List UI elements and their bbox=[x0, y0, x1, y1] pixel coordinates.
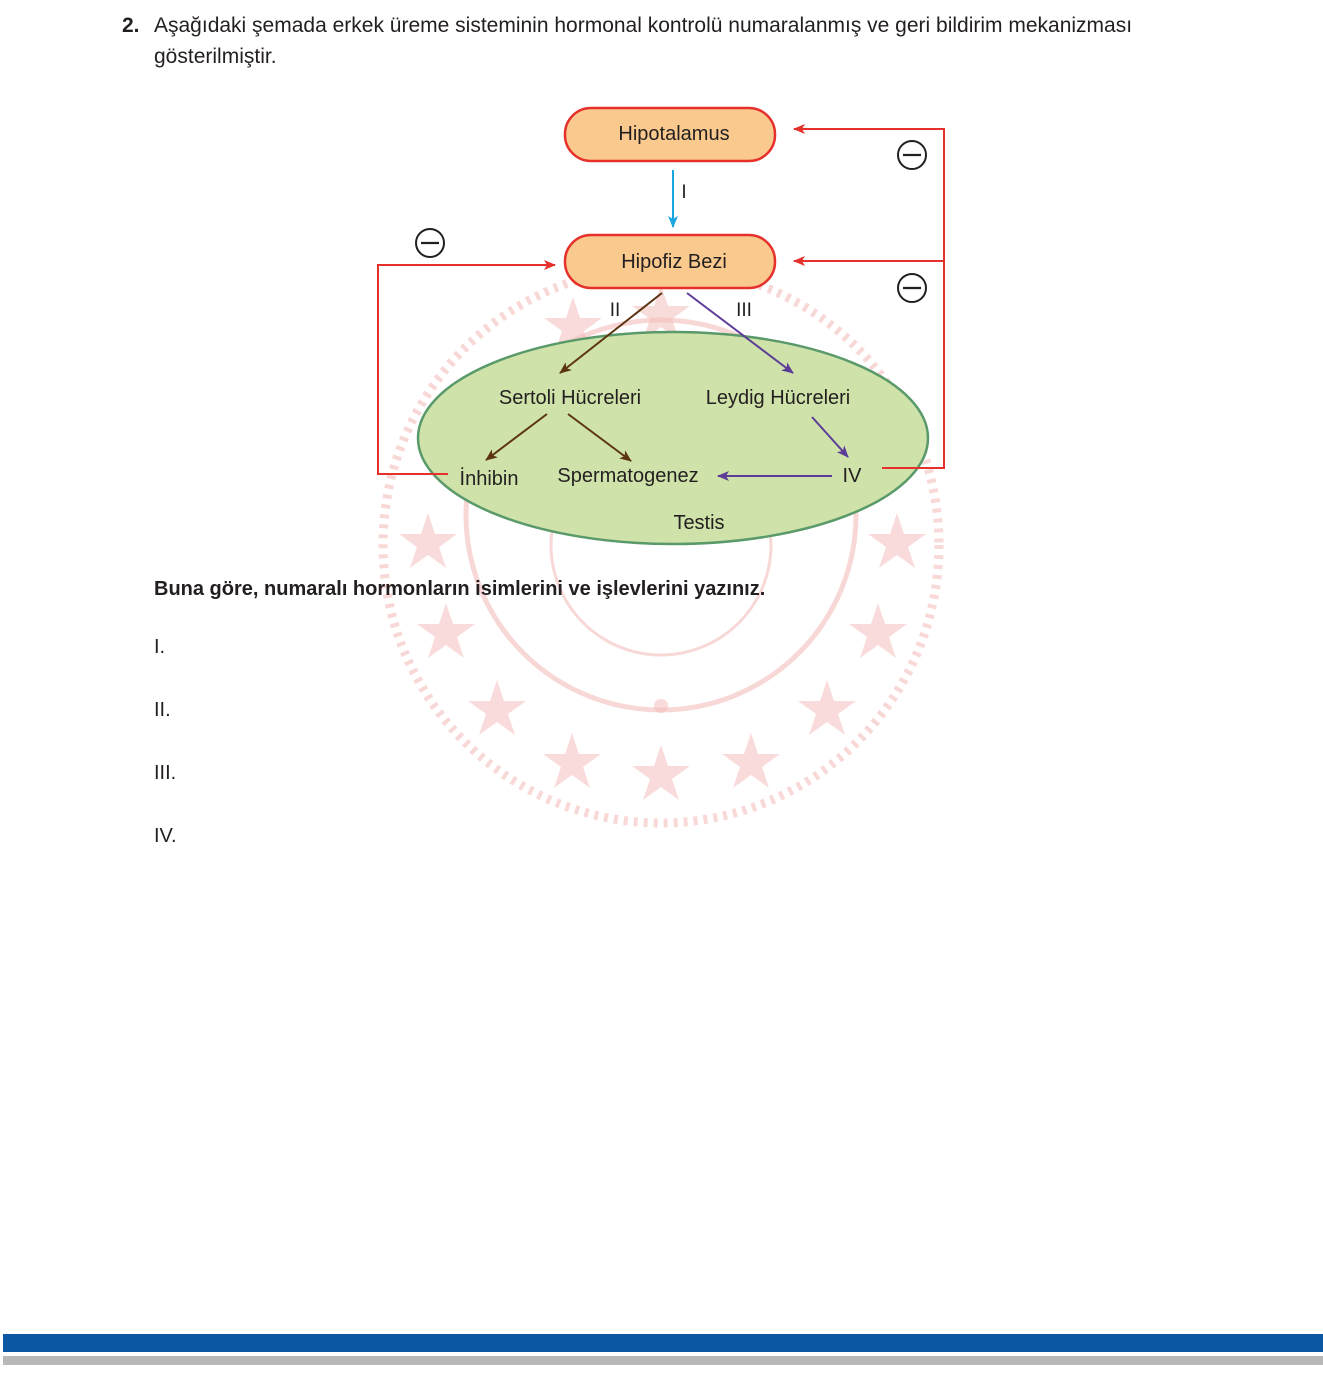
leydig-cells-label: Leydig Hücreleri bbox=[705, 387, 851, 409]
inhibin-label: İnhibin bbox=[459, 468, 519, 490]
question-prompt: Buna göre, numaralı hormonların isimlerini ve işlevlerini yazınız. bbox=[154, 578, 766, 600]
hormone-i-label: I bbox=[681, 182, 687, 203]
hormone-iv-label: IV bbox=[842, 465, 862, 487]
spermatogenesis-label: Spermatogenez bbox=[557, 465, 699, 487]
question-text: Aşağıdaki şemada erkek üreme sisteminin hormonal kontrolü numaralanmış ve geri bildirim mekanizması gösterilmiştir. bbox=[154, 14, 1133, 68]
pituitary-label: Hipofiz Bezi bbox=[621, 251, 727, 273]
negative-feedback-icon bbox=[898, 141, 926, 169]
answer-label-iv: IV. bbox=[154, 825, 177, 847]
hypothalamus-label: Hipotalamus bbox=[618, 123, 730, 145]
footer-blue-bar bbox=[3, 1334, 1323, 1352]
testis-label: Testis bbox=[673, 512, 725, 534]
answer-label-i: I. bbox=[154, 636, 166, 658]
question-number: 2. bbox=[122, 14, 140, 37]
hormone-ii-label: II bbox=[609, 300, 621, 321]
sertoli-cells-label: Sertoli Hücreleri bbox=[498, 387, 642, 409]
answer-label-iii: III. bbox=[154, 762, 177, 784]
negative-feedback-icon bbox=[416, 229, 444, 257]
negative-feedback-icon bbox=[898, 274, 926, 302]
answer-label-ii: II. bbox=[154, 699, 171, 721]
hormone-iii-label: III bbox=[736, 300, 752, 321]
footer-gray-bar bbox=[3, 1356, 1323, 1365]
